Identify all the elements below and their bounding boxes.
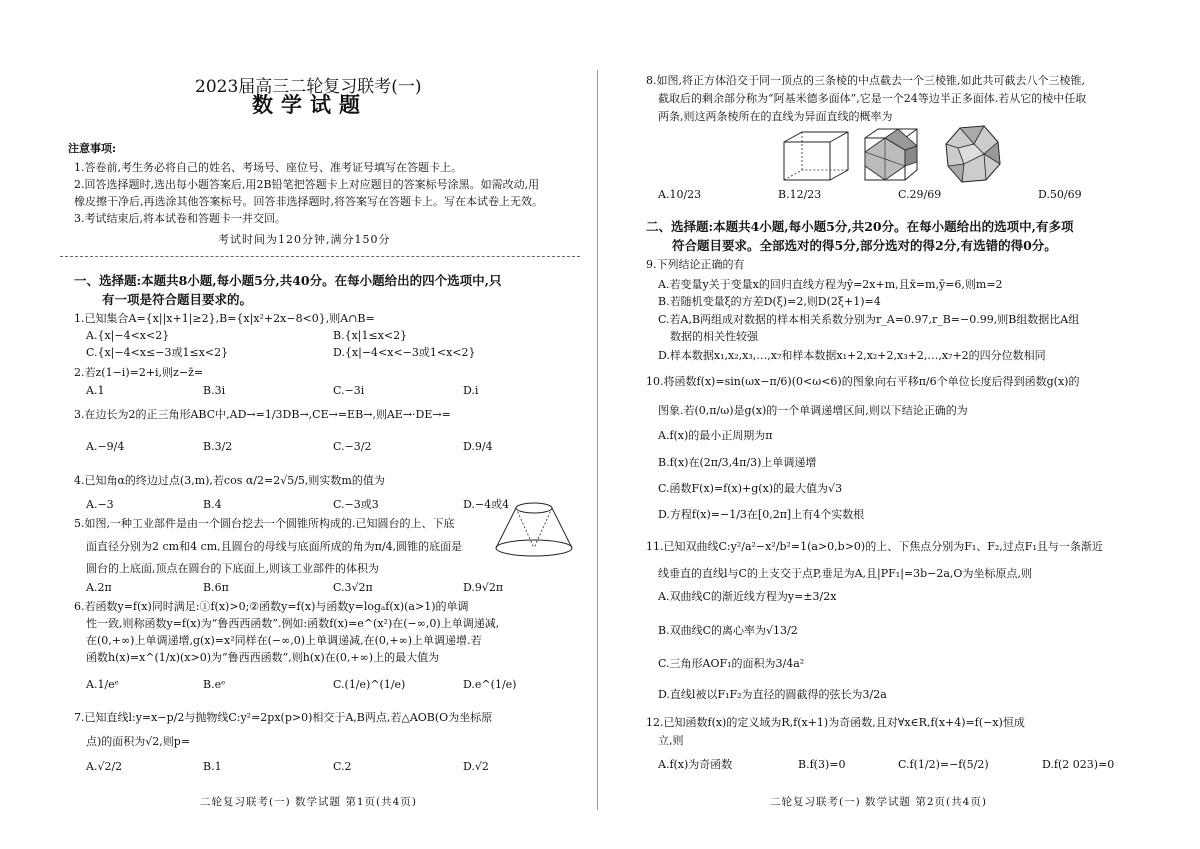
q6-option-b: B.eᵉ	[203, 678, 226, 691]
q1-option-c: C.{x|−4<x≤−3或1≤x<2}	[86, 346, 229, 359]
q3-option-c: C.−3/2	[333, 440, 372, 453]
q4-option-b: B.4	[203, 498, 222, 511]
time-info: 考试时间为120分钟,满分150分	[218, 233, 391, 246]
q2-stem: 2.若z(1−i)=2+i,则z−z̄=	[74, 366, 204, 379]
q6-option-d: D.e^(1/e)	[463, 678, 517, 691]
page-footer: 二轮复习联考(一) 数学试题 第1页(共4页)	[200, 796, 417, 808]
q3-option-a: A.−9/4	[86, 440, 125, 453]
q5-option-c: C.3√2π	[333, 581, 373, 594]
section1-heading: 一、选择题:本题共8小题,每小题5分,共40分。在每小题给出的四个选项中,只	[74, 273, 502, 288]
q8-option-b: B.12/23	[778, 188, 822, 201]
q10-option-a: A.f(x)的最小正周期为π	[658, 429, 773, 442]
q12-option-c: C.f(1/2)=−f(5/2)	[898, 758, 989, 771]
q1-stem: 1.已知集合A={x||x+1|≥2},B={x|x²+2x−8<0},则A∩B=	[74, 312, 375, 325]
q8-line: 两条,则这两条棱所在的直线为异面直线的概率为	[658, 110, 893, 123]
q6-option-c: C.(1/e)^(1/e)	[333, 678, 406, 691]
frustum-figure	[486, 500, 582, 558]
q6-line: 性一致,则称函数y=f(x)为“鲁西西函数”.例如:函数f(x)=e^(x²)在(−∞,0)上单调递减,	[86, 617, 500, 630]
section1-heading-cont: 有一项是符合题目要求的。	[102, 292, 253, 307]
q9-option-b: B.若随机变量ξ的方差D(ξ)=2,则D(2ξ+1)=4	[658, 295, 881, 308]
q8-option-a: A.10/23	[658, 188, 702, 201]
q3-stem: 3.在边长为2的正三角形ABC中,AD→=1/3DB→,CE→=EB→,则AE→·DE→=	[74, 408, 451, 421]
q5-line: 5.如图,一种工业部件是由一个圆台挖去一个圆锥所构成的.已知圆台的上、下底	[74, 517, 455, 530]
right-page	[600, 0, 1200, 849]
q3-option-d: D.9/4	[463, 440, 493, 453]
cube-truncated-figure	[862, 126, 920, 184]
section2-heading-cont: 符合题目要求。全部选对的得5分,部分选对的得2分,有选错的得0分。	[672, 238, 1057, 253]
q5-option-d: D.9√2π	[463, 581, 504, 594]
q1-option-a: A.{x|−4<x<2}	[86, 329, 170, 342]
q6-line: 函数h(x)=x^(1/x)(x>0)为“鲁西西函数”,则h(x)在(0,+∞)上的最大值为	[86, 651, 440, 664]
notice-line: 3.考试结束后,将本试卷和答题卡一并交回。	[74, 212, 286, 225]
section2-heading: 二、选择题:本题共4小题,每小题5分,共20分。在每小题给出的选项中,有多项	[646, 219, 1074, 234]
q2-option-c: C.−3i	[333, 384, 365, 397]
q7-option-d: D.√2	[463, 760, 489, 773]
q9-option-c-cont: 数据的相关性较强	[670, 330, 758, 343]
q4-option-c: C.−3或3	[333, 498, 379, 511]
q7-option-c: C.2	[333, 760, 352, 773]
page-footer: 二轮复习联考(一) 数学试题 第2页(共4页)	[770, 796, 987, 808]
q7-line: 7.已知直线l:y=x−p/2与抛物线C:y²=2px(p>0)相交于A,B两点,若△AOB(O为坐标原	[74, 711, 493, 724]
q8-line: 8.如图,将正方体沿交于同一顶点的三条棱的中点截去一个三棱锥,如此共可截去八个三棱锥,	[646, 74, 1085, 87]
q1-option-d: D.{x|−4<x<−3或1<x<2}	[333, 346, 476, 359]
q4-option-d: D.−4或4	[463, 498, 510, 511]
q8-line: 截取后的剩余部分称为“阿基米德多面体”,它是一个24等边半正多面体.若从它的棱中任取	[658, 92, 1087, 105]
cube-figure	[780, 128, 854, 184]
q10-option-b: B.f(x)在(2π/3,4π/3)上单调递增	[658, 456, 817, 469]
q11-option-d: D.直线l被以F₁F₂为直径的圆截得的弦长为3/2a	[658, 688, 887, 701]
q10-option-d: D.方程f(x)=−1/3在[0,2π]上有4个实数根	[658, 508, 865, 521]
q5-option-b: B.6π	[203, 581, 229, 594]
q6-line: 在(0,+∞)上单调递增,g(x)=x²同样在(−∞,0)上单调递减,在(0,+∞)上单调递增.若	[86, 634, 482, 647]
q11-option-c: C.三角形AOF₁的面积为3/4a²	[658, 657, 805, 670]
separator	[60, 256, 580, 257]
q6-option-a: A.1/eᵉ	[86, 678, 119, 691]
notice-heading: 注意事项:	[68, 142, 117, 155]
q5-line: 面直径分别为2 cm和4 cm,且圆台的母线与底面所成的角为π/4,圆锥的底面是	[86, 540, 463, 553]
q1-option-b: B.{x|1≤x<2}	[333, 329, 408, 342]
notice-line: 1.答卷前,考生务必将自己的姓名、考场号、座位号、准考证号填写在答题卡上。	[74, 161, 462, 174]
q2-option-d: D.i	[463, 384, 479, 397]
q12-line: 12.已知函数f(x)的定义域为R,f(x+1)为奇函数,且对∀x∈R,f(x+4)=f(−x)恒成	[646, 716, 1025, 729]
q11-option-a: A.双曲线C的渐近线方程为y=±3/2x	[658, 590, 837, 603]
q8-option-c: C.29/69	[898, 188, 942, 201]
q7-line: 点)的面积为√2,则p=	[86, 735, 191, 748]
q9-option-d: D.样本数据x₁,x₂,x₃,…,x₇和样本数据x₁+2,x₂+2,x₃+2,…,x₇+2的四分位数相同	[658, 349, 1046, 362]
q4-stem: 4.已知角α的终边过点(3,m),若cos α/2=2√5/5,则实数m的值为	[74, 474, 385, 487]
q9-option-a: A.若变量y关于变量x的回归直线方程为ŷ=2x+m,且x̄=m,ȳ=6,则m=2	[658, 278, 1003, 291]
q9-option-c: C.若A,B两组成对数据的样本相关系数分别为r_A=0.97,r_B=−0.99,则B组数据比A组	[658, 313, 1080, 326]
q4-option-a: A.−3	[86, 498, 114, 511]
archimedean-solid-figure	[944, 124, 1002, 184]
notice-line: 橡皮擦干净后,再选涂其他答案标号。回答非选择题时,将答案写在答题卡上。写在本试卷上无效。	[74, 195, 543, 208]
q11-line: 11.已知双曲线C:y²/a²−x²/b²=1(a>0,b>0)的上、下焦点分别为F₁、F₂,过点F₁且与一条渐近	[646, 540, 1103, 553]
notice-line: 2.回答选择题时,选出每小题答案后,用2B铅笔把答题卡上对应题目的答案标号涂黑。如需改动,用	[74, 178, 540, 191]
exam-title: 2023届高三二轮复习联考(一)	[195, 77, 422, 97]
q2-option-a: A.1	[86, 384, 105, 397]
q5-line: 圆台的上底面,顶点在圆台的下底面上,则该工业部件的体积为	[86, 562, 379, 575]
q3-option-b: B.3/2	[203, 440, 233, 453]
q9-stem: 9.下列结论正确的有	[646, 258, 745, 271]
q12-line: 立,则	[658, 734, 684, 747]
q6-line: 6.若函数y=f(x)同时满足:①f(x)>0;②函数y=f(x)与函数y=logₐf(x)(a>1)的单调	[74, 600, 469, 613]
q11-line: 线垂直的直线l与C的上支交于点P,垂足为A,且|PF₁|=3b−2a,O为坐标原点,则	[658, 567, 1032, 580]
q10-option-c: C.函数F(x)=f(x)+g(x)的最大值为√3	[658, 482, 843, 495]
q8-option-d: D.50/69	[1038, 188, 1082, 201]
q12-option-d: D.f(2 023)=0	[1042, 758, 1115, 771]
q10-line: 图象.若(0,π/ω)是g(x)的一个单调递增区间,则以下结论正确的为	[658, 404, 968, 417]
exam-subject: 数学试题	[252, 92, 368, 117]
q7-option-b: B.1	[203, 760, 222, 773]
q11-option-b: B.双曲线C的离心率为√13/2	[658, 624, 798, 637]
q10-line: 10.将函数f(x)=sin(ωx−π/6)(0<ω<6)的图象向右平移π/6个单位长度后得到函数g(x)的	[646, 375, 1080, 388]
q12-option-a: A.f(x)为奇函数	[658, 758, 733, 771]
q5-option-a: A.2π	[86, 581, 112, 594]
q7-option-a: A.√2/2	[86, 760, 123, 773]
q2-option-b: B.3i	[203, 384, 226, 397]
q12-option-b: B.f(3)=0	[798, 758, 846, 771]
